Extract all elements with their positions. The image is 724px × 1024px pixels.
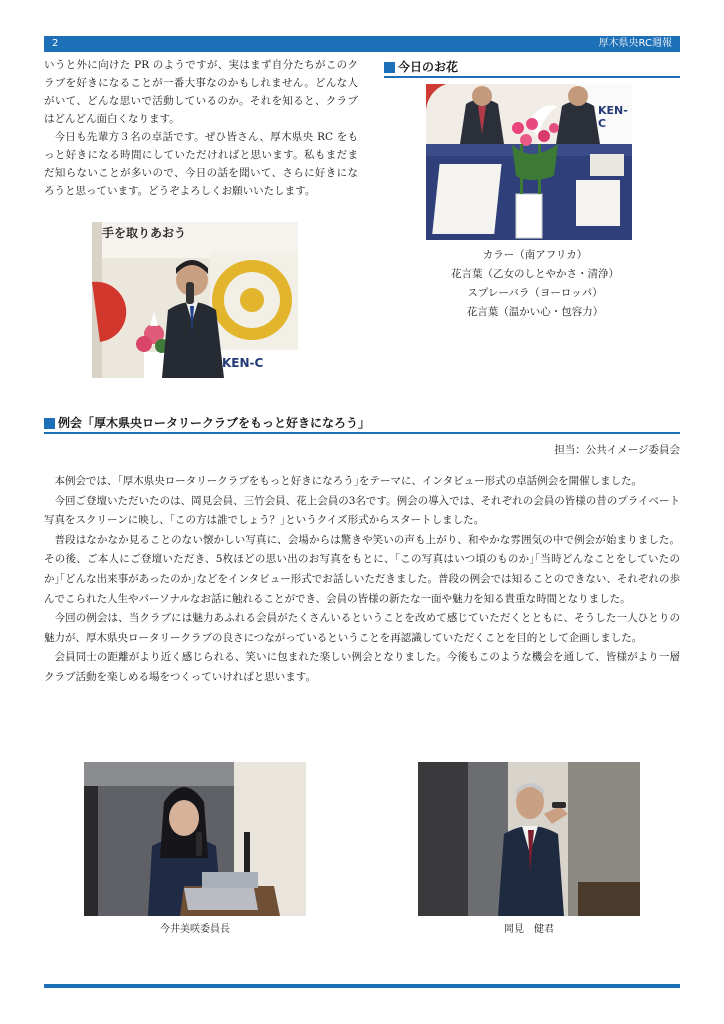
meeting-heading-text: 例会「厚木県央ロータリークラブをもっと好きになろう」 [58, 416, 371, 430]
chairperson-photo-illustration [84, 762, 306, 916]
flowers-photo [426, 84, 632, 240]
photo-caption-2: 岡見 健君 [504, 924, 554, 935]
flowers-section-heading [384, 58, 680, 78]
flowers-photo-sign-text: KEN-C [598, 104, 628, 130]
article-paragraph-3: 普段はなかなか見ることのない懐かしい写真に、会場からは驚きや笑いの声も上がり、和やかな雰囲気の中で例会が始まりました。その後、ご本人にご登壇いただき、5枚ほどの思い出のお写真をもとに、｢この写真はいつ頃のものか｣｢当時どんなことをしていたのか｣｢どんな出来事があったのか｣などをインタビュー形式でお話しいただきました。普段の例会では知ることのできない、それぞれの歩んでこられた人生やパーソナルなお話に触れることができ、会員の皆様の新たな一面や魅力を知る貴重な時間となりました。 [44, 533, 680, 605]
article-paragraph-1: 本例会では、｢厚木県央ロータリークラブをもっと好きになろう｣をテーマに、インタビュー形式の卓話例会を開催しました。 [54, 475, 643, 487]
speaker-photo [92, 222, 298, 378]
speaker-photo-illustration [92, 222, 298, 378]
flower-line-2: 花言葉（乙女のしとやかさ・清浄） [451, 268, 619, 280]
photo-sign-text: KEN-C [222, 356, 264, 370]
publication-title: 厚木県央RC週報 [598, 38, 672, 49]
heading-square-icon [384, 62, 395, 73]
flower-line-3: スプレーバラ（ヨーロッパ） [467, 287, 603, 299]
flower-description [390, 246, 680, 322]
meeting-article [44, 472, 680, 688]
article-paragraph-2: 今回ご登壇いただいたのは、岡見会員、三竹会員、花上会員の3名です。例会の導入では、それぞれの会員の皆様の昔のプライベート写真をスクリーンに映し、｢この方は誰でしょう？｣というクイズ形式からスタートしました。 [44, 494, 680, 527]
member-photo-illustration [418, 762, 640, 916]
chairperson-photo [84, 762, 306, 916]
intro-paragraph-2: 今日も先輩方３名の卓話です。ぜひ皆さん、厚木県央 RC をもっと好きになる時間にしていただければと思います。私もまだまだ知らないことが多いので、今日の話を聞いて、さらに好きになろうと思っています。どうぞよろしくお願いいたします。 [44, 131, 358, 197]
photo-caption-1: 今井美咲委員長 [160, 924, 230, 935]
article-paragraph-4: 今回の例会は、当クラブには魅力あふれる会員がたくさんいるということを改めて感じていただくとともに、そうした一人ひとりの魅力が、厚木県央ロータリークラブの良さにつながっているということを再認識していただくことを目的として企画しました。 [44, 612, 680, 644]
intro-text [44, 56, 358, 200]
meeting-section-heading [44, 414, 680, 434]
member-photo [418, 762, 640, 916]
page-number: 2 [52, 38, 59, 49]
heading-square-icon [44, 418, 55, 429]
article-paragraph-5: 会員同士の距離がより近く感じられる、笑いに包まれた楽しい例会となりました。今後もこのような機会を通して、皆様がより一層クラブ活動を楽しめる場をつくっていければと思います。 [44, 651, 680, 683]
flower-line-4: 花言葉（温かい心・包容力） [466, 306, 604, 318]
flowers-heading-text: 今日のお花 [398, 60, 459, 74]
intro-paragraph-1: いうと外に向けた PR のようですが、実はまず自分たちがこのクラブを好きになることが一番大事なのかもしれません。どんな人がいて、どんな思いで活動しているのか。それを知ると、クラブはどんどん面白くなります。 [44, 59, 358, 125]
responsible-committee: 担当：公共イメージ委員会 [554, 444, 680, 456]
page-footer-bar [44, 984, 680, 988]
flower-line-1: カラー（南アフリカ） [482, 249, 588, 261]
page-header-bar [44, 36, 680, 52]
photo-banner-text: 手を取りあおう [102, 226, 187, 240]
